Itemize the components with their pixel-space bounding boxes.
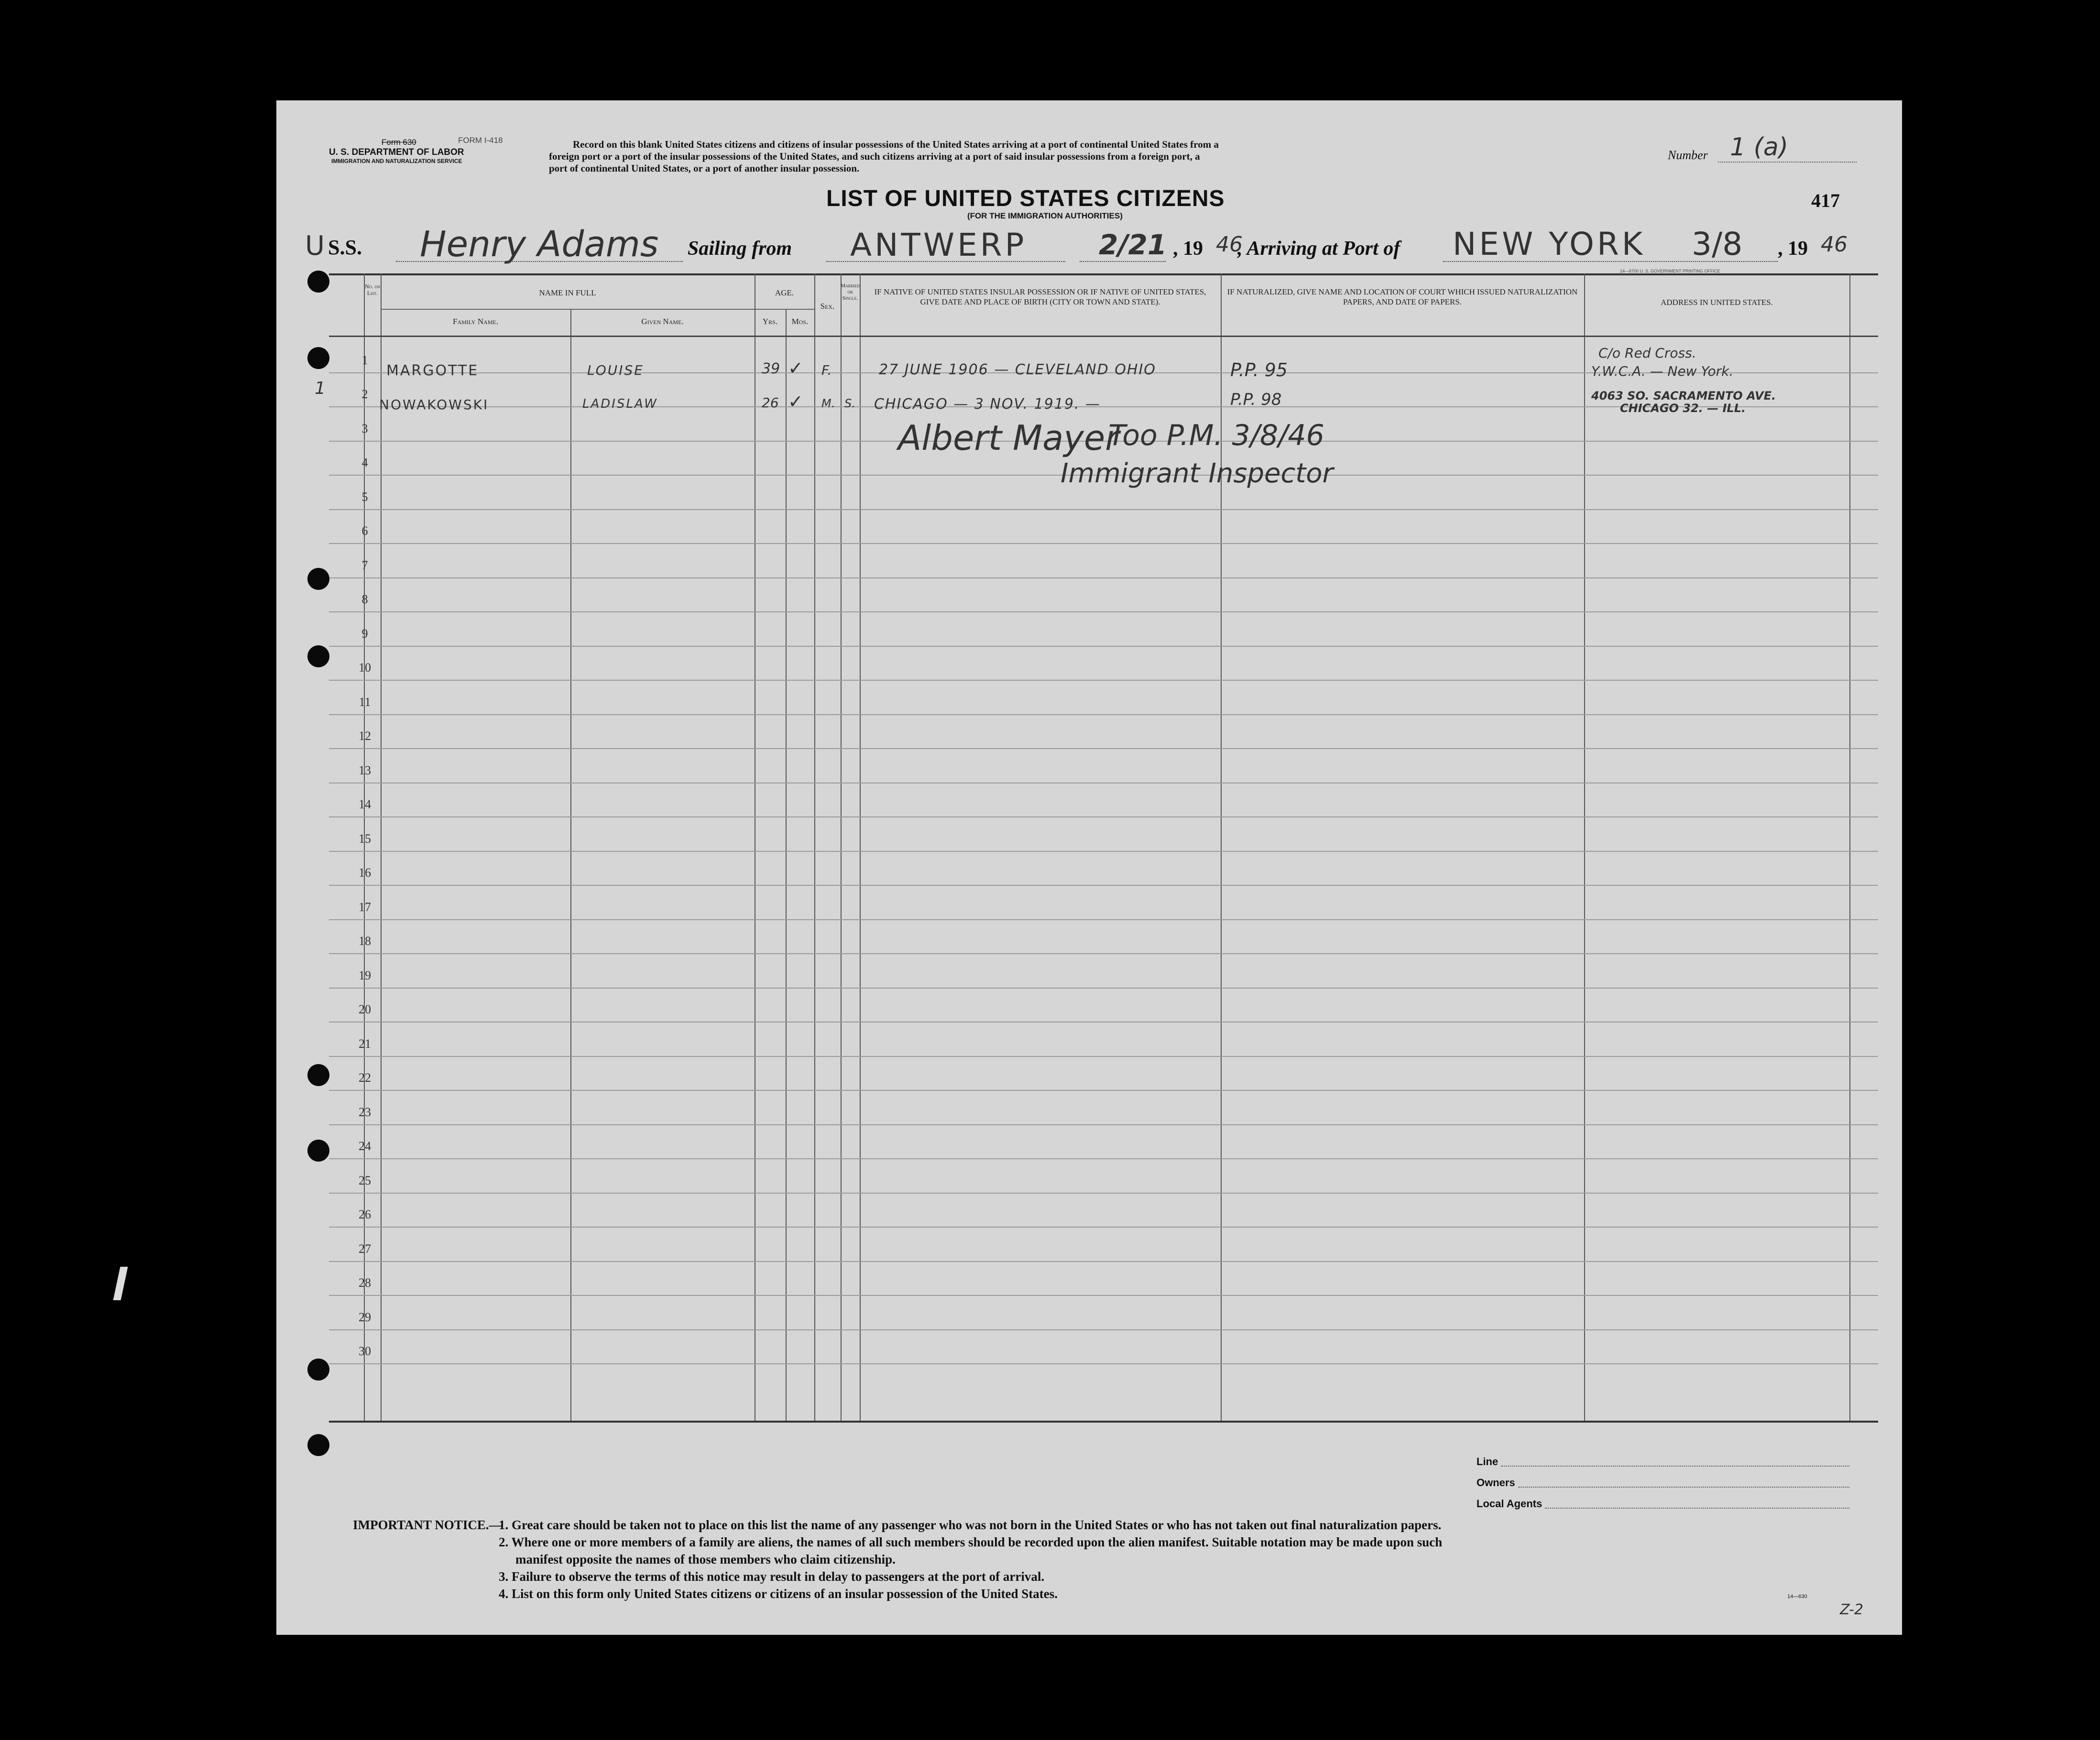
row-number: 30 <box>359 1344 371 1358</box>
row-number: 28 <box>359 1276 371 1290</box>
department-label: U. S. DEPARTMENT OF LABOR <box>329 147 464 157</box>
sailing-date-underline <box>1080 261 1166 262</box>
row-number: 9 <box>361 626 368 641</box>
address-line2: Y.W.C.A. — New York. <box>1591 363 1734 379</box>
row-number: 3 <box>361 421 368 435</box>
row-number: 5 <box>361 489 368 504</box>
header-bottom-rule <box>329 336 1878 337</box>
row-number: 7 <box>361 558 368 572</box>
row-number: 4 <box>361 456 368 469</box>
row-rule <box>329 611 1878 612</box>
footer-field-owners <box>1477 1472 1849 1493</box>
row-rule <box>329 1261 1878 1262</box>
margin-mark: 1 <box>315 379 326 398</box>
binder-hole <box>307 645 329 667</box>
header-no-on-list: No. on List. <box>365 283 380 296</box>
row-rule <box>329 1193 1878 1194</box>
row-number: 20 <box>359 1002 371 1016</box>
binder-hole <box>307 347 329 369</box>
header-sex: Sex. <box>820 302 835 311</box>
sailing-port: ANTWERP <box>850 227 1027 263</box>
row-number: 24 <box>359 1139 371 1153</box>
row-number: 6 <box>361 524 368 538</box>
row-number: 25 <box>359 1173 371 1187</box>
header-yrs: Yrs. <box>762 317 778 326</box>
notice-item-1: 1. Great care should be taken not to place on this list the name of any passenger who was not born in the United States or who has not taken out final naturalization papers. <box>499 1518 1442 1532</box>
col-divider <box>814 273 815 1421</box>
table-top-rule <box>329 273 1878 275</box>
footer-field-line <box>1477 1451 1849 1472</box>
instructions <box>549 139 1601 174</box>
row-rule <box>329 1056 1878 1057</box>
arrival-year: 46 <box>1821 232 1848 257</box>
service-label: IMMIGRATION AND NATURALIZATION SERVICE <box>331 158 462 164</box>
header-mos: Mos. <box>791 317 809 326</box>
footer-field-agents <box>1477 1493 1849 1514</box>
family-name-cell: NOWAKOWSKI <box>379 397 489 413</box>
row-rule <box>329 1295 1878 1296</box>
address-line2: CHICAGO 32. — ILL. <box>1620 402 1746 415</box>
binder-hole <box>307 1064 329 1086</box>
row-number: 23 <box>359 1105 371 1119</box>
number-underline <box>1718 162 1857 163</box>
yrs-cell: 26 <box>762 395 779 411</box>
col-divider <box>570 310 571 1421</box>
footer-code: 14—630 <box>1787 1594 1807 1599</box>
inspector-title: Immigrant Inspector <box>1061 458 1334 489</box>
binder-hole <box>307 568 329 590</box>
binder-hole <box>307 1359 329 1381</box>
arrival-year-prefix: , 19 <box>1778 238 1808 260</box>
row-number: 1 <box>361 353 368 367</box>
instruction-line: Record on this blank United States citizens and citizens of insular possessions of the United States arriving at a port of continental United States from a <box>573 139 1219 150</box>
row-rule <box>329 988 1878 989</box>
ship-underline <box>396 261 683 262</box>
row-rule <box>329 851 1878 852</box>
col-divider <box>860 273 861 1421</box>
header-naturalized: IF NATURALIZED, GIVE NAME AND LOCATION OF COURT WHICH ISSUED NATURALIZATION PAPERS, AND DATE OF PAPERS. <box>1227 287 1578 306</box>
row-rule <box>329 1090 1878 1091</box>
row-number: 2 <box>361 387 368 401</box>
form-alt-number: FORM I-418 <box>458 136 503 145</box>
passenger-table <box>315 273 1878 1421</box>
sailing-label: Sailing from <box>688 238 792 260</box>
footer-field-label: Local Agents <box>1477 1498 1542 1510</box>
footer-field-label: Line <box>1477 1456 1498 1468</box>
col-divider <box>786 310 787 1421</box>
header-native: IF NATIVE OF UNITED STATES INSULAR POSSESSION OR IF NATIVE OF UNITED STATES, GIVE DATE AND PLACE OF BIRTH (CITY OR TOWN AND STATE). <box>874 287 1206 306</box>
row-number: 19 <box>359 968 371 982</box>
sailing-year: 46 <box>1216 232 1243 257</box>
birth-cell: 27 JUNE 1906 — CLEVELAND OHIO <box>879 361 1156 378</box>
naturalized-cell: P.P. 95 <box>1230 359 1288 381</box>
row-number: 26 <box>359 1207 371 1221</box>
given-name-cell: LADISLAW <box>582 397 658 411</box>
header-family-name: Family Name. <box>452 317 499 326</box>
notice-item-4: 4. List on this form only United States citizens or citizens of an insular possession of the United States. <box>499 1587 1058 1601</box>
row-rule <box>329 714 1878 715</box>
instruction-line: port of continental United States, or a port of another insular possession. <box>549 163 860 174</box>
page-subtitle: (FOR THE IMMIGRATION AUTHORITIES) <box>967 211 1123 220</box>
row-number: 21 <box>359 1036 371 1051</box>
binder-hole <box>307 1140 329 1162</box>
inspector-signature: Albert Mayer <box>898 418 1119 458</box>
number-label: Number <box>1668 148 1708 162</box>
row-rule <box>329 1329 1878 1330</box>
family-name-cell: MARGOTTE <box>386 362 479 379</box>
sailing-date: 2/21 <box>1099 228 1167 261</box>
notice-item-3: 3. Failure to observe the terms of this notice may result in delay to passengers at the port of arrival. <box>499 1569 1045 1584</box>
row-number: 16 <box>359 866 371 880</box>
married-cell: S. <box>844 397 855 410</box>
row-rule <box>329 953 1878 954</box>
row-rule <box>329 543 1878 544</box>
instruction-line: foreign port or a port of the insular possessions of the United States, and such citizens arriving at a port of said insular possessions from a foreign port, a <box>549 151 1200 162</box>
header-address: ADDRESS IN UNITED STATES. <box>1661 298 1773 307</box>
col-divider <box>1584 273 1585 1421</box>
address-line1: C/o Red Cross. <box>1598 345 1696 361</box>
sailing-port-underline <box>826 261 1065 262</box>
signature-note: Too P.M. 3/8/46 <box>1108 419 1324 452</box>
printer-note: 14—6700 U. S. GOVERNMENT PRINTING OFFICE <box>1620 269 1720 273</box>
sex-cell: F. <box>821 362 832 378</box>
row-rule <box>329 1124 1878 1125</box>
sex-cell: M. <box>821 397 835 410</box>
naturalized-cell: P.P. 98 <box>1230 390 1282 409</box>
notice-item-2-cont: manifest opposite the names of those members who claim citizenship. <box>515 1552 896 1566</box>
row-number: 17 <box>359 900 371 914</box>
row-rule <box>329 748 1878 749</box>
footer-field-label: Owners <box>1477 1477 1515 1489</box>
footer-fields <box>1477 1451 1849 1514</box>
page-title: LIST OF UNITED STATES CITIZENS <box>826 186 1225 211</box>
row-rule <box>329 577 1878 578</box>
arrival-date: 3/8 <box>1692 226 1743 262</box>
row-number: 11 <box>359 695 371 709</box>
manifest-sheet <box>276 100 1902 1635</box>
row-number: 8 <box>361 592 368 606</box>
header-name-in-full: NAME IN FULL <box>539 288 596 297</box>
row-number: 29 <box>359 1310 371 1324</box>
notice-heading: IMPORTANT NOTICE.— <box>353 1518 502 1532</box>
header-married: Married or Single. <box>841 283 860 301</box>
arriving-label: , Arriving at Port of <box>1237 238 1400 260</box>
row-rule <box>329 680 1878 681</box>
address-line1: 4063 SO. SACRAMENTO AVE. <box>1591 389 1776 402</box>
header-given-name: Given Name. <box>641 317 684 326</box>
header-subrule <box>381 309 814 310</box>
form-number: Form 630 <box>382 138 416 147</box>
row-number: 14 <box>359 797 371 811</box>
scan-artifact <box>113 1267 128 1300</box>
notice-item-2: 2. Where one or more members of a family are aliens, the names of all such members should be recorded upon the alien manifest. Suitable notation may be made upon such <box>499 1535 1443 1549</box>
col-divider <box>841 273 842 1421</box>
row-rule <box>329 885 1878 886</box>
sailing-year-prefix: , 19 <box>1173 238 1203 260</box>
col-divider <box>381 273 382 1421</box>
yrs-cell: 39 <box>762 360 780 377</box>
row-rule <box>329 1227 1878 1228</box>
arrival-port: NEW YORK <box>1453 226 1646 262</box>
row-rule <box>329 509 1878 510</box>
page-number: 417 <box>1811 190 1840 211</box>
table-bottom-rule <box>329 1421 1878 1423</box>
row-rule <box>329 919 1878 920</box>
ss-label: S.S. <box>328 236 362 259</box>
mos-cell: ✓ <box>788 391 803 412</box>
row-rule <box>329 646 1878 647</box>
corner-mark: Z-2 <box>1840 1601 1863 1618</box>
arrival-underline <box>1443 261 1778 262</box>
row-number: 12 <box>359 729 371 743</box>
row-rule <box>329 1158 1878 1159</box>
row-number: 10 <box>359 661 371 674</box>
binder-hole <box>307 1434 329 1456</box>
header-age: AGE. <box>775 288 794 297</box>
row-rule <box>329 816 1878 817</box>
mos-cell: ✓ <box>788 358 803 379</box>
row-number: 18 <box>359 934 371 948</box>
given-name-cell: LOUISE <box>587 362 644 378</box>
vessel-prefix: U <box>305 230 325 261</box>
row-number: 15 <box>359 831 371 846</box>
birth-cell: CHICAGO — 3 NOV. 1919. — <box>874 396 1101 413</box>
row-number: 22 <box>359 1071 371 1085</box>
col-divider <box>1849 273 1850 1421</box>
row-number: 13 <box>359 763 371 777</box>
binder-hole <box>307 271 329 293</box>
ship-name: Henry Adams <box>420 224 659 265</box>
number-value: 1 (a) <box>1730 133 1789 162</box>
row-rule <box>329 1363 1878 1364</box>
row-number: 27 <box>359 1241 371 1256</box>
